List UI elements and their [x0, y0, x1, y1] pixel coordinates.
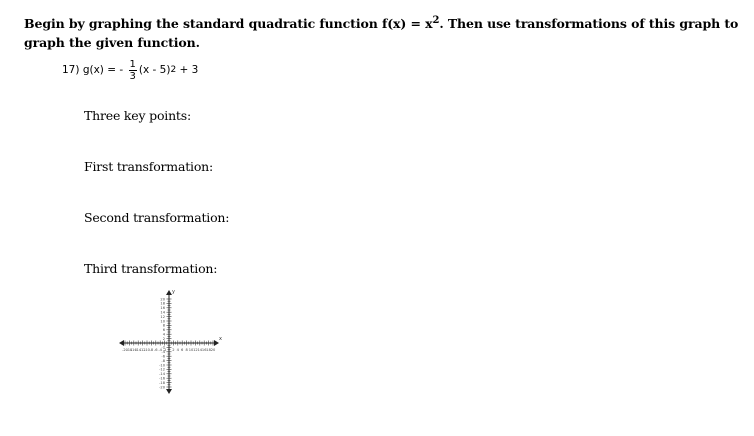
- y-tick-label: 10: [160, 319, 165, 324]
- y-tick-label: -8: [161, 358, 165, 363]
- problem-body: (x - 5): [138, 64, 171, 76]
- problem-lhs: g(x): [82, 64, 104, 76]
- y-tick-label: 14: [160, 310, 165, 315]
- x-axis-label: x: [219, 336, 222, 342]
- x-axis-left-arrow: [119, 340, 124, 346]
- problem-number: 17): [62, 64, 80, 76]
- x-tick-label: 6: [181, 348, 184, 352]
- x-tick-label: -18: [126, 348, 133, 352]
- y-tick-label: -14: [159, 372, 165, 377]
- y-tick-label: 20: [160, 297, 165, 302]
- y-tick-label: 16: [160, 306, 165, 311]
- x-tick-label: -2: [162, 348, 167, 352]
- y-axis-label: y: [172, 289, 175, 295]
- problem-equals: =: [107, 64, 117, 76]
- x-tick-label: -6: [154, 348, 158, 352]
- prompt-third-transformation: Third transformation:: [84, 261, 218, 276]
- prompt-key-points: Three key points:: [84, 108, 191, 123]
- instructions-line1-prefix: Begin by graphing the standard quadratic function f(x) = x: [24, 16, 433, 31]
- x-tick-label: -14: [135, 348, 142, 352]
- x-tick-label: 18: [206, 348, 211, 352]
- y-tick-label: -6: [161, 354, 165, 359]
- x-tick-label: 8: [185, 348, 188, 352]
- x-tick-label: 20: [210, 348, 216, 352]
- y-tick-label: -16: [159, 376, 165, 381]
- y-tick-label: -4: [161, 350, 165, 355]
- y-tick-label: -10: [159, 363, 165, 368]
- x-tick-label: 14: [197, 348, 203, 352]
- x-tick-label: 4: [176, 348, 179, 352]
- y-tick-label: 2: [162, 336, 165, 341]
- x-tick-label: -16: [130, 348, 137, 352]
- instructions-exponent: 2: [432, 15, 440, 26]
- fraction-denominator: 3: [129, 70, 136, 82]
- x-tick-label: -4: [158, 348, 162, 352]
- problem-17: 17) g(x) = - $\frac{1}{3}$ (x - 5) 2 + 3: [62, 58, 199, 82]
- y-tick-label: 8: [162, 323, 165, 328]
- y-tick-label: 12: [160, 314, 165, 319]
- y-tick-label: -12: [159, 367, 165, 372]
- x-tick-label: -10: [144, 348, 150, 352]
- instructions-line1-suffix: . Then use transformations of this graph to graph the given function.: [24, 16, 739, 50]
- y-tick-label: 6: [162, 328, 165, 333]
- x-tick-label: 10: [188, 348, 194, 352]
- problem-sign: -: [119, 64, 127, 76]
- fraction-numerator: 1: [129, 58, 136, 70]
- prompt-second-transformation: Second transformation:: [84, 210, 230, 225]
- x-tick-label: 12: [193, 348, 198, 352]
- x-tick-label: -8: [149, 348, 154, 352]
- x-tick-label: 2: [172, 348, 175, 352]
- x-tick-label: -20: [122, 348, 128, 352]
- prompt-first-transformation: First transformation:: [84, 159, 214, 174]
- y-tick-label: -20: [159, 385, 165, 390]
- y-axis-bottom-arrow: [166, 389, 172, 394]
- x-tick-label: -12: [139, 348, 146, 352]
- y-tick-label: -18: [159, 380, 165, 385]
- x-tick-label: 16: [201, 348, 207, 352]
- y-tick-label: 4: [162, 332, 165, 337]
- y-tick-label: -2: [161, 345, 165, 350]
- y-tick-label: 18: [160, 301, 165, 306]
- problem-tail: + 3: [176, 64, 199, 76]
